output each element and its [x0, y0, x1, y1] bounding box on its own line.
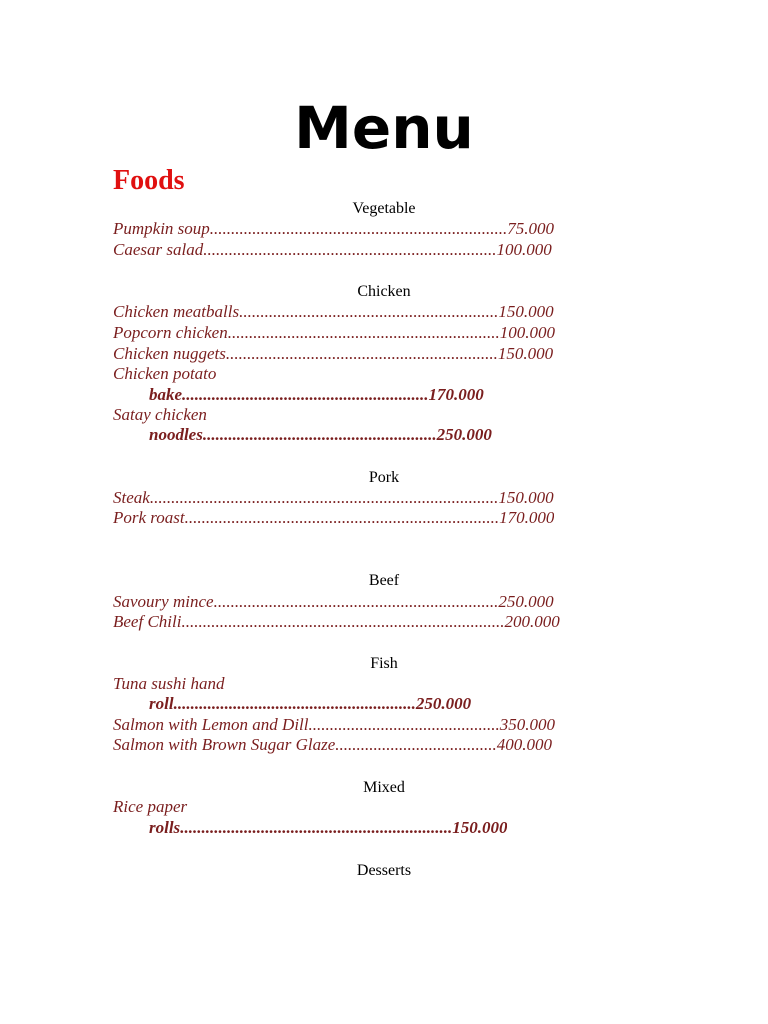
menu-item-salmon-lemon-dill [113, 715, 555, 735]
item-price: 400.000 [496, 735, 553, 754]
item-price: 200.000 [504, 612, 560, 631]
item-name: roll [149, 694, 174, 713]
dot-leader: ............................................................................ [181, 612, 505, 631]
item-price: 150.000 [497, 344, 554, 363]
dot-leader: ..................................................................... [203, 240, 497, 259]
menu-item-beef-chili [113, 612, 560, 632]
item-price: 170.000 [499, 508, 555, 527]
item-name: Chicken nuggets [113, 344, 226, 363]
menu-item-caesar-salad [113, 240, 552, 260]
item-name: Salmon with Brown Sugar Glaze [113, 735, 336, 754]
dot-leader: .......................................................................... [184, 508, 500, 527]
menu-item-chicken-nuggets [113, 344, 553, 364]
item-price: 100.000 [496, 240, 552, 259]
dot-leader: ....................................................... [202, 425, 437, 444]
dot-leader: .......................................................... [182, 385, 429, 404]
menu-item-savoury-mince [113, 592, 554, 612]
dot-leader: .................................................................................. [149, 488, 499, 507]
item-price: 75.000 [507, 219, 555, 238]
item-name: Pumpkin soup [113, 219, 210, 238]
menu-item-rice-paper-rolls-line1: Rice paper [113, 797, 188, 816]
item-price: 250.000 [498, 592, 554, 611]
category-beef: Beef [368, 572, 400, 589]
menu-item-salmon-brown-sugar-glaze [113, 735, 552, 755]
item-name: bake [149, 385, 183, 404]
item-price: 150.000 [452, 818, 508, 837]
category-fish: Fish [370, 655, 398, 672]
menu-item-chicken-potato-bake-line1: Chicken potato [113, 364, 217, 383]
item-price: 100.000 [499, 323, 555, 342]
item-name: Savoury mince [113, 592, 214, 611]
section-heading-foods: Foods [113, 165, 185, 196]
dot-leader: ................................................................ [180, 818, 453, 837]
menu-item-chicken-meatballs [113, 302, 554, 322]
item-price: 250.000 [415, 694, 472, 713]
item-name: Beef Chili [113, 612, 182, 631]
dot-leader: ......................................................... [173, 694, 416, 713]
item-name: Chicken meatballs [113, 302, 240, 321]
dot-leader: ...................................................................... [209, 219, 508, 238]
menu-item-popcorn-chicken [113, 323, 555, 343]
dot-leader: ............................................................. [239, 302, 499, 321]
item-price: 150.000 [498, 302, 554, 321]
dot-leader: ................................................................ [225, 344, 498, 363]
dot-leader: ................................................................ [227, 323, 500, 342]
menu-item-pork-roast [113, 508, 554, 528]
item-price: 250.000 [436, 425, 492, 444]
menu-item-chicken-potato-bake-line2 [149, 385, 484, 405]
category-pork: Pork [368, 469, 400, 486]
item-name: noodles [149, 425, 203, 444]
item-price: 170.000 [428, 385, 484, 404]
item-name: Steak [113, 488, 150, 507]
item-name: Popcorn chicken [113, 323, 228, 342]
category-mixed: Mixed [363, 779, 405, 796]
category-chicken: Chicken [357, 283, 411, 300]
menu-item-tuna-sushi-hand-roll-line1: Tuna sushi hand [113, 674, 225, 693]
dot-leader: ............................................. [308, 715, 500, 734]
item-name: Pork roast [113, 508, 185, 527]
page-title: Menu [294, 94, 474, 162]
category-vegetable: Vegetable [352, 200, 416, 217]
item-name: Salmon with Lemon and Dill [113, 715, 309, 734]
item-price: 350.000 [499, 715, 556, 734]
menu-item-steak [113, 488, 554, 508]
menu-item-tuna-sushi-hand-roll-line2 [149, 694, 471, 714]
menu-item-satay-chicken-noodles-line1: Satay chicken [113, 405, 207, 424]
menu-item-satay-chicken-noodles-line2 [149, 425, 492, 445]
dot-leader: ................................................................... [213, 592, 499, 611]
item-name: rolls [149, 818, 181, 837]
dot-leader: ...................................... [335, 735, 497, 754]
menu-item-pumpkin-soup [113, 219, 554, 239]
item-price: 150.000 [498, 488, 554, 507]
menu-item-rice-paper-rolls-line2 [149, 818, 507, 838]
category-desserts: Desserts [356, 862, 412, 879]
item-name: Caesar salad [113, 240, 204, 259]
